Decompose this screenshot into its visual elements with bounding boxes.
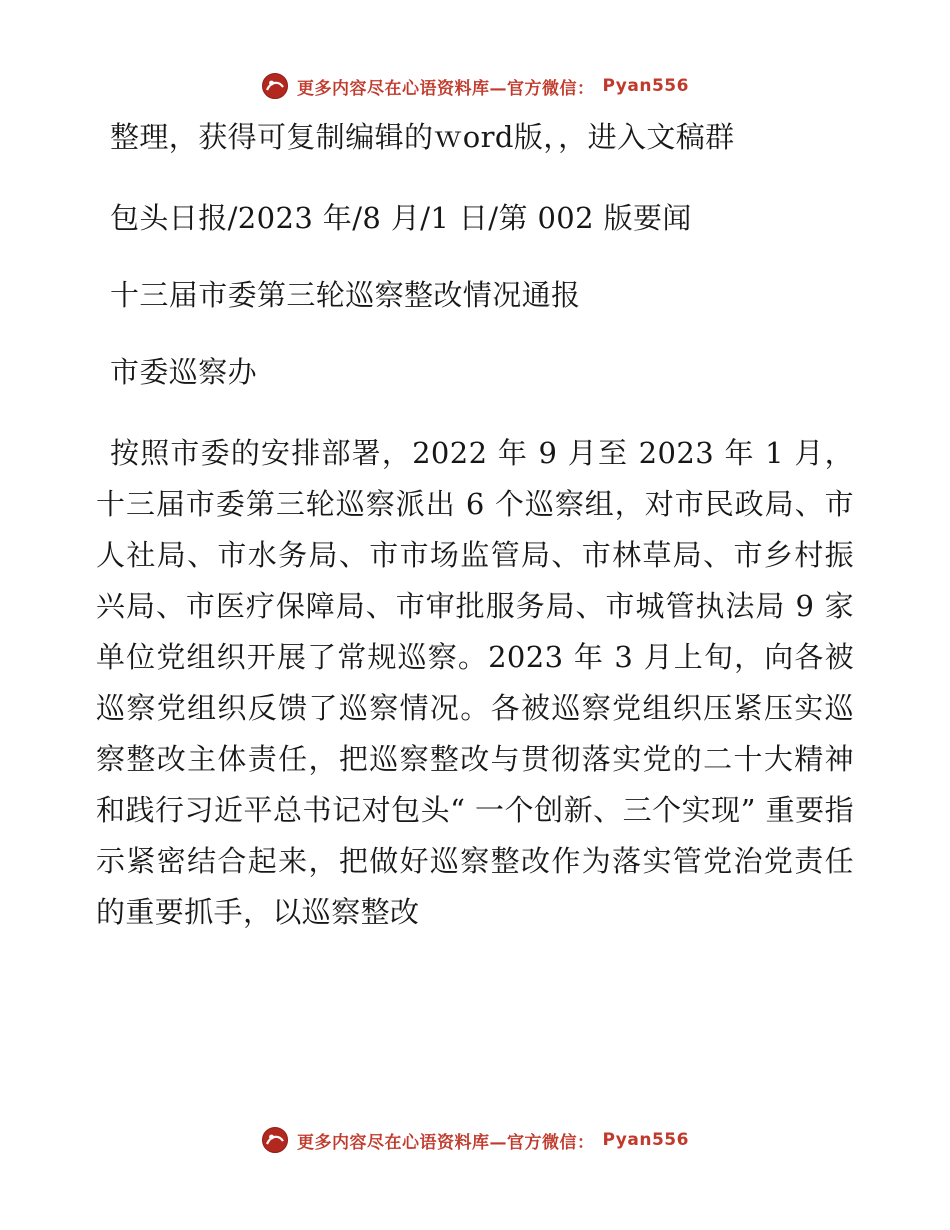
document-author: 市委巡察办 xyxy=(110,355,258,389)
spacer xyxy=(96,163,854,193)
paragraph-source-line: 包头日报/2023 年/8 月/1 日/第 002 版要闻 xyxy=(110,201,692,235)
paragraph-intro: 整理，获得可复制编辑的ｗord版，，进入文稿群 xyxy=(110,120,735,154)
promo-text: 更多内容尽在心语资料库—官方微信： xyxy=(297,1132,595,1153)
spacer xyxy=(96,398,854,428)
promo-banner-bottom xyxy=(0,1126,950,1154)
red-seal-stamp-icon xyxy=(261,1126,289,1154)
spacer xyxy=(96,321,854,347)
promo-text: 更多内容尽在心语资料库—官方微信： xyxy=(297,78,595,99)
document-title: 十三届市委第三轮巡察整改情况通报 xyxy=(110,278,581,312)
promo-wechat-id: Pyan556 xyxy=(602,1130,689,1150)
paragraph-main-body: 按照市委的安排部署，2022 年 9 月至 2023 年 1 月，十三届市委第三轮巡察派出 6 个巡察组，对市民政局、市人社局、市水务局、市市场监管局、市林草局、市乡村振兴局、市医疗保障局、市审批服务局、市城管执法局 9 家单位党组织开展了常规巡察。2023 年 3 月上旬，向各被巡察党组织反馈了巡察情况。各被巡察党组织压紧压实巡察整改主体责任，把巡察整改与贯彻落实党的二十大精神和践行习近平总书记对包头“ 一个创新、三个实现” 重要指示紧密结合起来，把做好巡察整改作为落实管党治党责任的重要抓手，以巡察整改 xyxy=(96,436,854,929)
spacer xyxy=(96,244,854,270)
promo-banner-top xyxy=(0,72,950,100)
red-seal-stamp-icon xyxy=(261,72,289,100)
promo-wechat-id: Pyan556 xyxy=(602,76,689,96)
document-body xyxy=(0,112,950,938)
